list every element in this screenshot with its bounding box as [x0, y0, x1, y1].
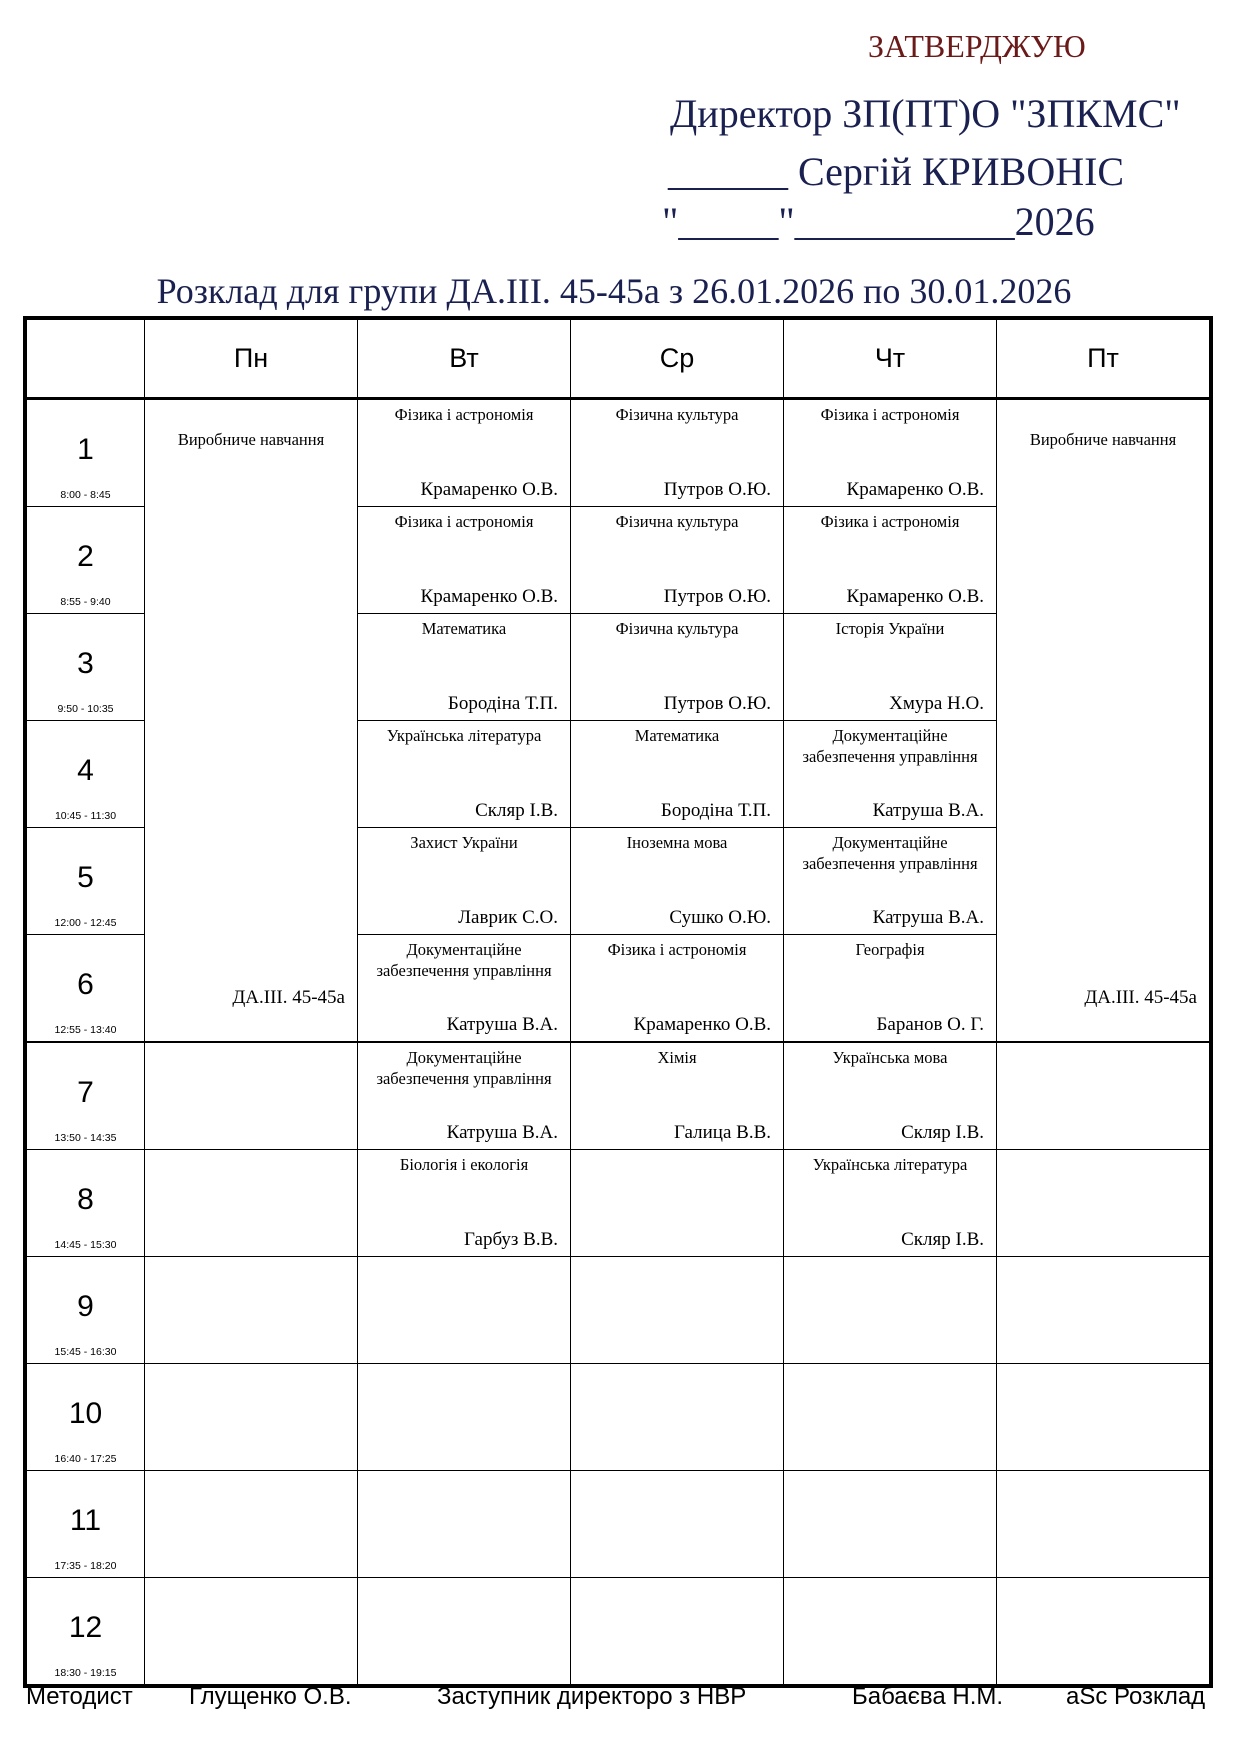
practice-cell-mon — [145, 399, 358, 1043]
lesson-time: 17:35 - 18:20 — [54, 1560, 117, 1572]
schedule-cell — [358, 507, 571, 614]
teacher-name: Катруша В.А. — [446, 1014, 558, 1035]
lesson-number: 8 — [77, 1183, 94, 1216]
practice-subject: Виробниче навчання — [177, 430, 325, 449]
schedule-cell — [571, 1042, 784, 1150]
lesson-time: 8:00 - 8:45 — [60, 489, 111, 501]
schedule-cell — [784, 614, 997, 721]
schedule-cell — [784, 1578, 997, 1685]
schedule-cell — [784, 1364, 997, 1471]
schedule-cell — [997, 1150, 1210, 1257]
schedule-cell — [145, 1578, 358, 1685]
approve-heading: ЗАТВЕРДЖУЮ — [868, 28, 1086, 64]
subject-name: Документаційне забезпечення управління — [376, 1048, 552, 1088]
teacher-name: Сушко О.Ю. — [669, 907, 771, 928]
schedule-cell — [571, 1578, 784, 1685]
lesson-row — [27, 1364, 1210, 1471]
lesson-time: 8:55 - 9:40 — [60, 596, 111, 608]
teacher-name: Гарбуз В.В. — [464, 1229, 558, 1250]
teacher-name: Крамаренко О.В. — [420, 586, 558, 607]
subject-name: Документаційне забезпечення управління — [376, 940, 552, 980]
schedule-cell — [358, 1578, 571, 1685]
lesson-number: 9 — [77, 1290, 94, 1323]
teacher-name: Крамаренко О.В. — [633, 1014, 771, 1035]
teacher-name: Бородіна Т.П. — [660, 800, 771, 821]
schedule-cell — [784, 1471, 997, 1578]
schedule-cell — [784, 828, 997, 935]
subject-name: Документаційне забезпечення управління — [802, 726, 978, 766]
lesson-cell — [27, 1042, 145, 1150]
schedule-cell — [571, 614, 784, 721]
lesson-number: 1 — [77, 433, 94, 466]
lesson-cell — [27, 614, 145, 721]
subject-name: Фізична культура — [615, 512, 739, 531]
day-header: Ср — [571, 320, 784, 399]
lesson-cell — [27, 1257, 145, 1364]
director-title: Директор ЗП(ПТ)О "ЗПКМС" — [670, 91, 1181, 136]
lesson-cell — [27, 1150, 145, 1257]
teacher-name: Крамаренко О.В. — [420, 479, 558, 500]
page-title: Розклад для групи ДА.ІІІ. 45-45а з 26.01.2026 по 30.01.2026 — [156, 271, 1072, 311]
lesson-time: 9:50 - 10:35 — [57, 703, 114, 715]
schedule-cell — [997, 1578, 1210, 1685]
schedule-cell — [571, 1257, 784, 1364]
schedule-cell — [358, 828, 571, 935]
subject-name: Документаційне забезпечення управління — [802, 833, 978, 873]
teacher-name: Баранов О. Г. — [876, 1014, 984, 1035]
lesson-number: 4 — [77, 754, 94, 787]
practice-cell-fri — [997, 399, 1210, 1043]
schedule-cell — [358, 1257, 571, 1364]
approval-date-line: "_____"___________2026 — [662, 199, 1095, 244]
schedule-cell — [358, 1364, 571, 1471]
lesson-time: 10:45 - 11:30 — [54, 810, 117, 822]
day-header: Чт — [784, 320, 997, 399]
teacher-name: Катруша В.А. — [872, 800, 984, 821]
schedule-cell — [571, 828, 784, 935]
teacher-name: Хмура Н.О. — [889, 693, 984, 714]
schedule-cell — [571, 721, 784, 828]
lesson-time: 12:00 - 12:45 — [54, 917, 117, 929]
lesson-time: 13:50 - 14:35 — [54, 1132, 117, 1144]
subject-name: Фізика і астрономія — [820, 512, 960, 531]
teacher-name: Путров О.Ю. — [663, 479, 771, 500]
lesson-row — [27, 1150, 1210, 1257]
schedule-cell — [145, 1150, 358, 1257]
subject-name: Біологія і екологія — [399, 1155, 529, 1174]
schedule-cell — [145, 1471, 358, 1578]
software-credit: aSc Розклад — [1066, 1683, 1206, 1710]
corner-cell — [27, 320, 145, 399]
subject-name: Фізика і астрономія — [394, 512, 534, 531]
lesson-cell — [27, 721, 145, 828]
schedule-cell — [358, 399, 571, 507]
teacher-name: Крамаренко О.В. — [846, 586, 984, 607]
teacher-name: Крамаренко О.В. — [846, 479, 984, 500]
teacher-name: Путров О.Ю. — [663, 586, 771, 607]
schedule-cell — [997, 1042, 1210, 1150]
teacher-name: Скляр І.В. — [901, 1122, 984, 1143]
teacher-name: Бородіна Т.П. — [447, 693, 558, 714]
schedule-cell — [571, 1471, 784, 1578]
subject-name: Українська література — [812, 1155, 968, 1174]
lesson-cell — [27, 399, 145, 507]
schedule-cell — [145, 1042, 358, 1150]
schedule-cell — [358, 614, 571, 721]
lesson-number: 10 — [68, 1397, 103, 1430]
deputy-label: Заступник директоро з НВР — [437, 1683, 747, 1710]
schedule-table — [26, 319, 1210, 1685]
schedule-cell — [784, 507, 997, 614]
schedule-cell — [997, 1364, 1210, 1471]
schedule-cell — [784, 1042, 997, 1150]
practice-subject: Виробниче навчання — [1029, 430, 1177, 449]
subject-name: Хімія — [657, 1048, 697, 1067]
methodist-name: Глущенко О.В. — [189, 1683, 352, 1710]
teacher-name: Лаврик С.О. — [458, 907, 558, 928]
lesson-time: 15:45 - 16:30 — [54, 1346, 117, 1358]
schedule-cell — [997, 1471, 1210, 1578]
teacher-name: Путров О.Ю. — [663, 693, 771, 714]
practice-group: ДА.ІІІ. 45-45а — [232, 987, 345, 1008]
schedule-cell — [145, 1364, 358, 1471]
lesson-time: 16:40 - 17:25 — [54, 1453, 117, 1465]
lesson-number: 7 — [77, 1076, 94, 1109]
practice-group: ДА.ІІІ. 45-45а — [1084, 987, 1197, 1008]
schedule-cell — [784, 1150, 997, 1257]
schedule-cell — [571, 1150, 784, 1257]
lesson-row — [27, 1257, 1210, 1364]
schedule-cell — [784, 721, 997, 828]
director-signature: ______ Сергій КРИВОНІС — [668, 149, 1125, 194]
lesson-cell — [27, 507, 145, 614]
schedule-cell — [358, 1471, 571, 1578]
schedule-cell — [358, 721, 571, 828]
subject-name: Фізична культура — [615, 405, 739, 424]
lesson-number: 5 — [77, 861, 94, 894]
teacher-name: Скляр І.В. — [475, 800, 558, 821]
schedule-cell — [784, 1257, 997, 1364]
lesson-number: 2 — [77, 540, 94, 573]
subject-name: Фізика і астрономія — [394, 405, 534, 424]
lesson-cell — [27, 1364, 145, 1471]
schedule-cell — [358, 1042, 571, 1150]
schedule-cell — [571, 935, 784, 1043]
lesson-row — [27, 1042, 1210, 1150]
subject-name: Математика — [421, 619, 507, 638]
subject-name: Історія України — [835, 619, 945, 638]
teacher-name: Галица В.В. — [674, 1122, 771, 1143]
lesson-time: 18:30 - 19:15 — [54, 1667, 117, 1679]
lesson-time: 12:55 - 13:40 — [54, 1024, 117, 1036]
day-header: Пн — [145, 320, 358, 399]
lesson-row — [27, 399, 1210, 507]
subject-name: Фізика і астрономія — [607, 940, 747, 959]
day-header: Вт — [358, 320, 571, 399]
teacher-name: Катруша В.А. — [446, 1122, 558, 1143]
lesson-cell — [27, 935, 145, 1043]
subject-name: Іноземна мова — [626, 833, 728, 852]
schedule-cell — [784, 399, 997, 507]
schedule-cell — [571, 1364, 784, 1471]
teacher-name: Скляр І.В. — [901, 1229, 984, 1250]
day-header: Пт — [997, 320, 1210, 399]
deputy-name: Бабаєва Н.М. — [852, 1683, 1004, 1710]
lesson-number: 11 — [69, 1504, 102, 1537]
lesson-time: 14:45 - 15:30 — [54, 1239, 117, 1251]
lesson-cell — [27, 1471, 145, 1578]
subject-name: Математика — [634, 726, 720, 745]
subject-name: Фізика і астрономія — [820, 405, 960, 424]
subject-name: Географія — [855, 940, 925, 959]
schedule-cell — [571, 507, 784, 614]
schedule-cell — [358, 1150, 571, 1257]
schedule-cell — [784, 935, 997, 1043]
lesson-number: 6 — [77, 968, 94, 1001]
lesson-row — [27, 1471, 1210, 1578]
subject-name: Фізична культура — [615, 619, 739, 638]
schedule-cell — [145, 1257, 358, 1364]
schedule-cell — [571, 399, 784, 507]
days-header-row — [27, 320, 1210, 399]
lesson-number: 3 — [77, 647, 94, 680]
methodist-label: Методист — [26, 1683, 133, 1710]
schedule-cell — [358, 935, 571, 1043]
subject-name: Українська література — [386, 726, 542, 745]
lesson-cell — [27, 1578, 145, 1685]
subject-name: Українська мова — [832, 1048, 948, 1067]
subject-name: Захист України — [410, 833, 518, 852]
teacher-name: Катруша В.А. — [872, 907, 984, 928]
lesson-cell — [27, 828, 145, 935]
lesson-row — [27, 1578, 1210, 1685]
schedule-cell — [997, 1257, 1210, 1364]
lesson-number: 12 — [68, 1611, 103, 1644]
